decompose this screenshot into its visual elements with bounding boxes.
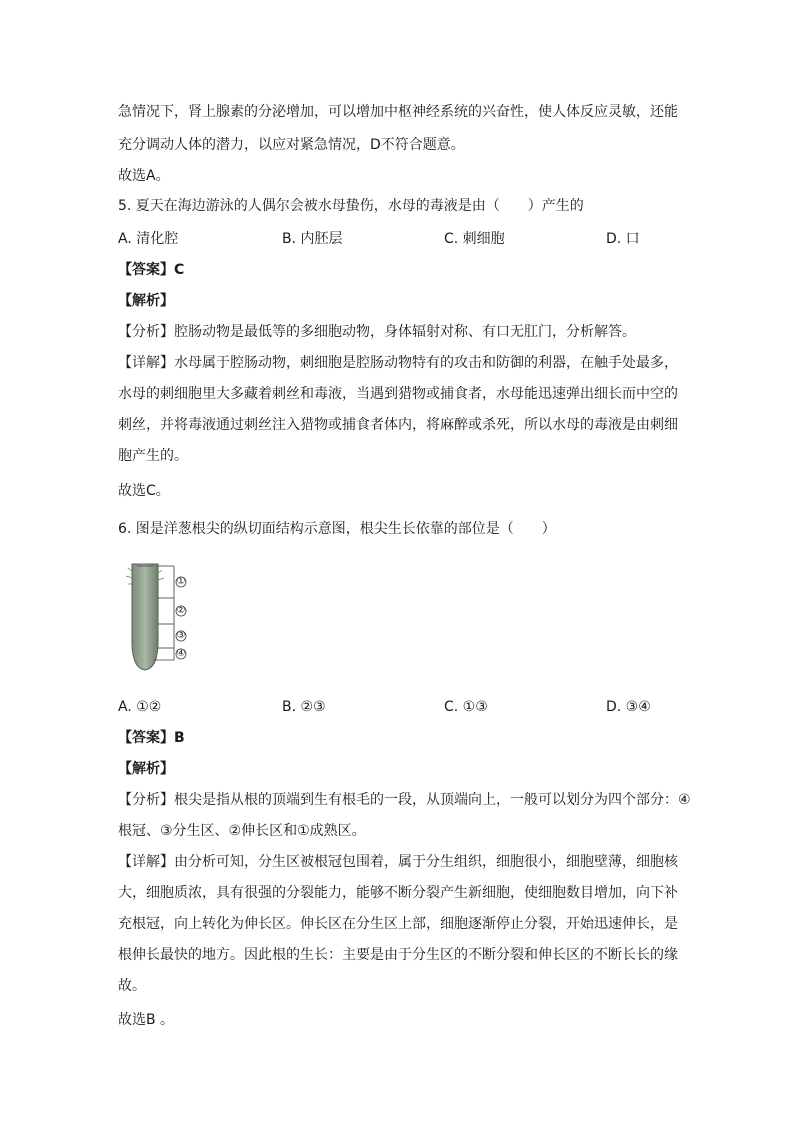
figure-label-2: ② (176, 605, 186, 616)
line-1: 急情况下，肾上腺素的分泌增加，可以增加中枢神经系统的兴奋性，使人体反应灵敏，还能 (118, 104, 678, 120)
q5-xiangjie-3: 刺丝，并将毒液通过刺丝注入猎物或捕食者体内，将麻醉或杀死，所以水母的毒液是由刺细 (118, 417, 678, 433)
q6-option-d: D. ③④ (606, 699, 651, 715)
q6-option-b: B. ②③ (282, 699, 326, 715)
q6-jiexi: 【解析】 (118, 761, 174, 777)
q5-xiangjie-1: 【详解】水母属于腔肠动物，刺细胞是腔肠动物特有的攻击和防御的利器，在触手处最多， (118, 355, 678, 371)
figure-label-3: ③ (176, 630, 186, 641)
q5-answer: 【答案】C (118, 262, 185, 278)
figure-label-1: ① (176, 576, 186, 587)
q6-guxuan: 故选B 。 (118, 1012, 175, 1028)
q5-option-c: C. 刺细胞 (444, 231, 505, 247)
q6-xiangjie-5: 故。 (118, 978, 146, 994)
question-6: 6. 图是洋葱根尖的纵切面结构示意图，根尖生长依靠的部位是（ ） (118, 521, 556, 537)
q5-option-a: A. 清化腔 (118, 231, 179, 247)
q5-guxuan: 故选C。 (118, 483, 170, 499)
q5-option-b: B. 内胚层 (282, 231, 343, 247)
line-3: 故选A。 (118, 168, 170, 184)
q5-xiangjie-2: 水母的刺细胞里大多藏着刺丝和毒液，当遇到猎物或捕食者，水母能迅速弹出细长而中空的 (118, 386, 678, 402)
q5-xiangjie-4: 胞产生的。 (118, 448, 188, 464)
q6-xiangjie-2: 大，细胞质浓，具有很强的分裂能力，能够不断分裂产生新细胞，使细胞数目增加，向下补 (118, 885, 678, 901)
question-5: 5. 夏天在海边游泳的人偶尔会被水母蛰伤，水母的毒液是由（ ）产生的 (118, 198, 584, 214)
q5-fenxi: 【分析】腔肠动物是最低等的多细胞动物，身体辐射对称、有口无肛门，分析解答。 (118, 324, 636, 340)
q5-jiexi: 【解析】 (118, 293, 174, 309)
q5-option-d: D. 口 (606, 231, 640, 247)
q6-fenxi-2: 根冠、③分生区、②伸长区和①成熟区。 (118, 823, 366, 839)
q6-xiangjie-1: 【详解】由分析可知，分生区被根冠包围着，属于分生组织，细胞很小，细胞壁薄，细胞核 (118, 854, 678, 870)
q6-xiangjie-3: 充根冠，向上转化为伸长区。伸长区在分生区上部，细胞逐渐停止分裂，开始迅速伸长，是 (118, 916, 678, 932)
q6-xiangjie-4: 根伸长最快的地方。因此根的生长：主要是由于分生区的不断分裂和伸长区的不断长长的缘 (118, 947, 678, 963)
q6-option-a: A. ①② (118, 699, 162, 715)
line-2: 充分调动人体的潜力，以应对紧急情况，D不符合题意。 (118, 137, 465, 153)
onion-root-tip-figure (118, 556, 194, 672)
figure-label-4: ④ (176, 648, 186, 659)
q6-option-c: C. ①③ (444, 699, 488, 715)
q6-answer: 【答案】B (118, 730, 185, 746)
q6-fenxi-1: 【分析】根尖是指从根的顶端到生有根毛的一段，从顶端向上，一般可以划分为四个部分：④ (118, 792, 691, 808)
